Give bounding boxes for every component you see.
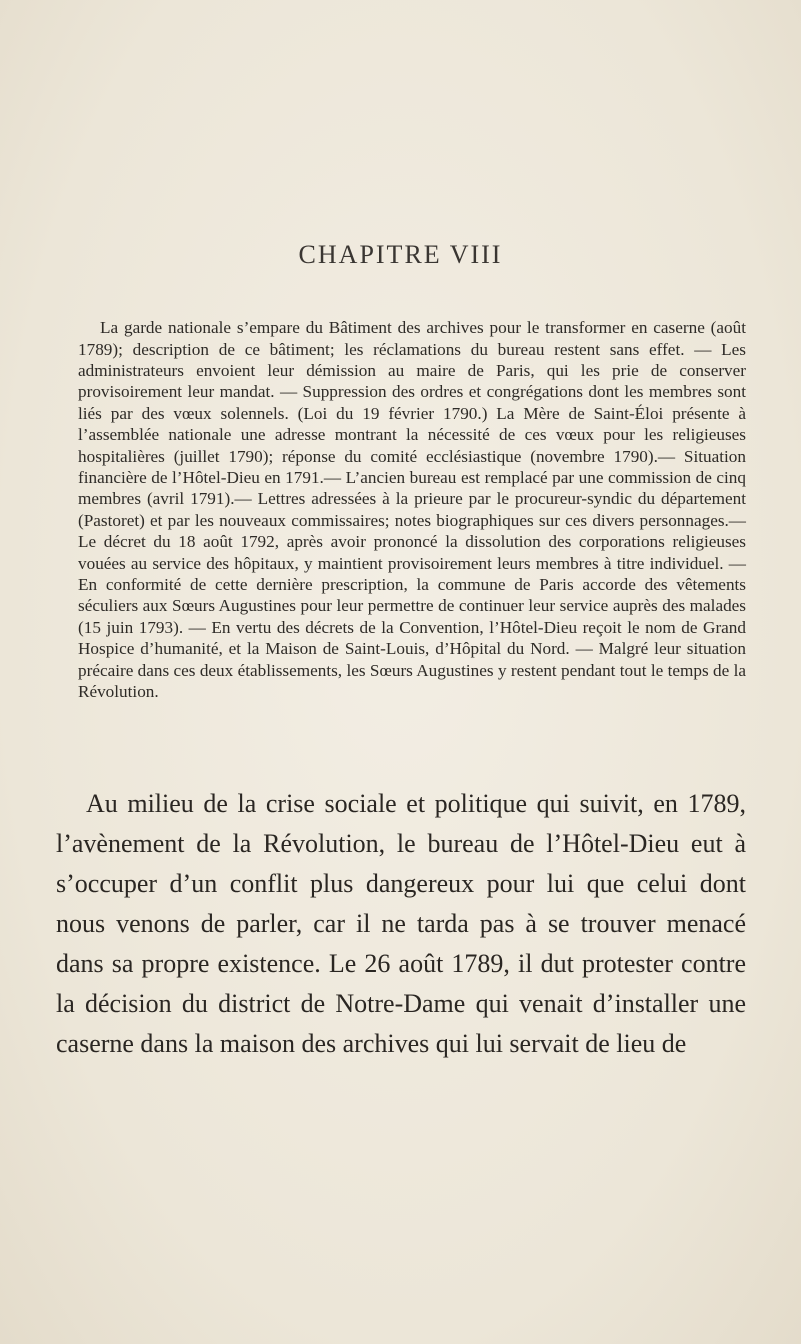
body-paragraph: Au milieu de la crise sociale et politique qui suivit, en 1789, l’avènement de la Révolution, le bureau de l’Hôtel-Dieu eut à s’occuper d’un conflit plus dangereux pour lui que celui dont nous venons de parler, car il ne tarda pas à se trouver menacé dans sa propre existence. Le 26 août 1789, il dut protester contre la décision du district de Notre-Dame qui venait d’installer une caserne dans la maison des archives qui lui servait de lieu de [56, 789, 746, 1058]
chapter-title: CHAPITRE VIII [298, 240, 503, 269]
chapter-summary: La garde nationale s’empare du Bâtiment des archives pour le transformer en caserne (août 1789); description de ce bâtiment; les réclamations du bureau restent sans effet. — Les administrateurs envoient leur démission au maire de Paris, qui les prie de conserver provisoirement leur mandat. — Suppression des ordres et congrégations dont les membres sont liés par des vœux solennels. (Loi du 19 février 1790.) La Mère de Saint-Éloi présente à l’assemblée nationale une adresse montrant la nécessité de ces vœux pour les religieuses hospitalières (juillet 1790); réponse du comité ecclésiastique (novembre 1790).— Situation financière de l’Hôtel-Dieu en 1791.— L’ancien bureau est remplacé par une commission de cinq membres (avril 1791).— Lettres adressées à la prieure par le procureur-syndic du département (Pastoret) et par les nouveaux commissaires; notes biographiques sur ces divers personnages.— Le décret du 18 août 1792, après avoir prononcé la dissolution des corporations religieuses vouées au service des hôpitaux, y maintient provisoirement leurs membres à titre individuel. — En conformité de cette dernière prescription, la commune de Paris accorde des vêtements séculiers aux Sœurs Augustines pour leur permettre de continuer leur service auprès des malades (15 juin 1793). — En vertu des décrets de la Convention, l’Hôtel-Dieu reçoit le nom de Grand Hospice d’humanité, et la Maison de Saint-Louis, d’Hôpital du Nord. — Malgré leur situation précaire dans ces deux établissements, les Sœurs Augustines y restent pendant tout le temps de la Révolution. [78, 318, 746, 702]
